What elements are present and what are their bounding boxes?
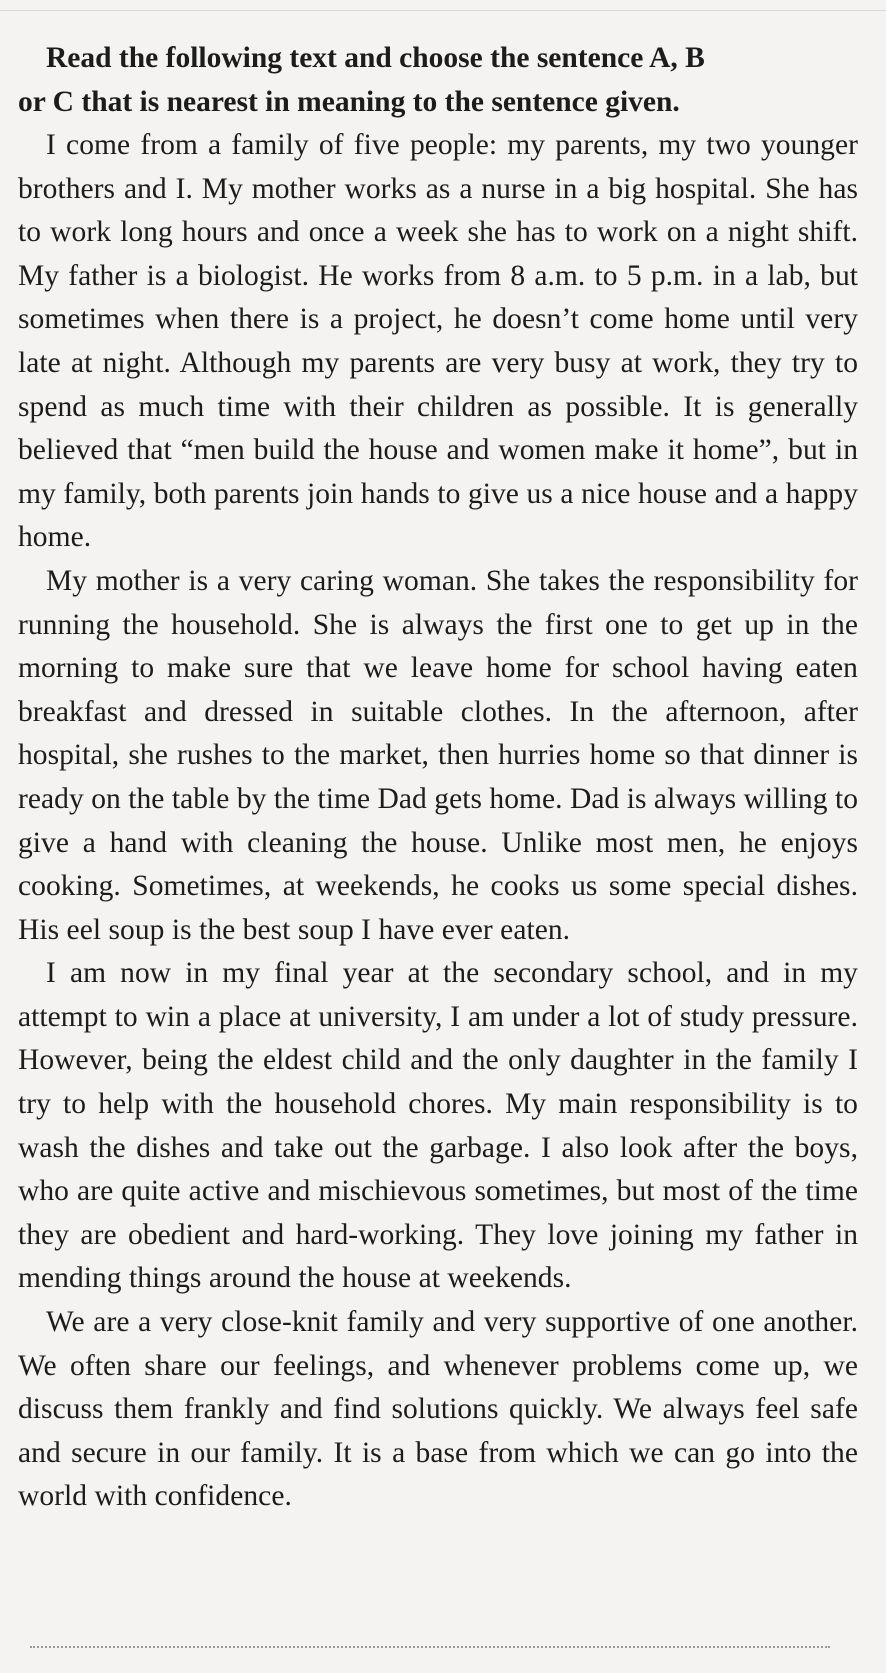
document-page xyxy=(18,36,858,1519)
answer-dotted-line xyxy=(30,1644,830,1648)
top-rule xyxy=(0,10,886,11)
paragraph-1: I come from a family of five people: my parents, my two younger brothers and I. My mother works as a nurse in a big hospital. She has to work long hours and once a week she has to work on a night shift. My father is a biologist. He works from 8 a.m. to 5 p.m. in a lab, but sometimes when there is a project, he doesn’t come home until very late at night. Although my parents are very busy at work, they try to spend as much time with their children as possible. It is generally believed that “men build the house and women make it home”, but in my family, both parents join hands to give us a nice house and a happy home. xyxy=(18,129,858,554)
instruction-heading xyxy=(18,36,858,124)
reading-passage xyxy=(18,124,858,1519)
instruction-line-2: or C that is nearest in meaning to the sentence given. xyxy=(18,86,680,118)
paragraph-2: My mother is a very caring woman. She takes the responsibility for running the household. She is always the first one to get up in the morning to make sure that we leave home for school having eaten breakfast and dressed in suitable clothes. In the afternoon, after hospital, she rushes to the market, then hurries home so that dinner is ready on the table by the time Dad gets home. Dad is always willing to give a hand with cleaning the house. Unlike most men, he enjoys cooking. Sometimes, at weekends, he cooks us some special dishes. His eel soup is the best soup I have ever eaten. xyxy=(18,564,858,946)
paragraph-3: I am now in my final year at the secondary school, and in my attempt to win a place at university, I am under a lot of study pressure. However, being the eldest child and the only daughter in the family I try to help with the household chores. My main responsibility is to wash the dishes and take out the garbage. I also look after the boys, who are quite active and mischievous sometimes, but most of the time they are obedient and hard-working. They love joining my father in mending things around the house at weekends. xyxy=(18,957,858,1295)
paragraph-4: We are a very close-knit family and very supportive of one another. We often share our feelings, and whenever problems come up, we discuss them frankly and find solutions quickly. We always feel safe and secure in our family. It is a base from which we can go into the world with confidence. xyxy=(18,1306,858,1513)
instruction-line-1: Read the following text and choose the sentence A, B xyxy=(46,42,705,74)
